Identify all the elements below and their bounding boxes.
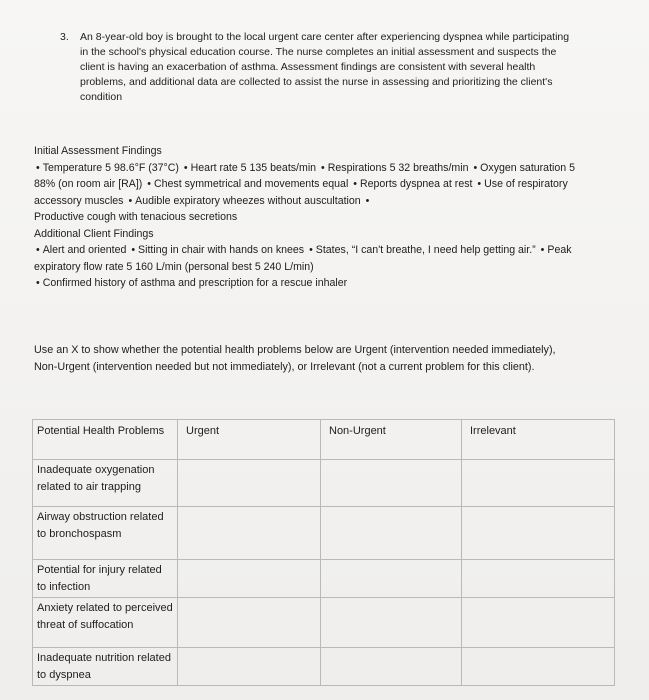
finding-item: Confirmed history of asthma and prescription for a rescue inhaler <box>42 277 348 289</box>
question-number: 3. <box>60 31 69 43</box>
table-row <box>33 648 615 686</box>
problem-label: Potential for injury related to infection <box>33 560 178 598</box>
table-header-row <box>33 420 615 460</box>
header-non-urgent: Non-Urgent <box>321 420 462 460</box>
additional-findings-list-2: • Confirmed history of asthma and prescription for a rescue inhaler <box>36 277 348 289</box>
finding-item: Peak expiratory flow rate 5 160 L/min (personal best 5 240 L/min) <box>34 244 572 273</box>
finding-item: Oxygen saturation 5 88% (on room air [RA]) <box>34 161 575 190</box>
urgent-cell[interactable] <box>178 507 321 560</box>
finding-item: Sitting in chair with hands on knees <box>138 244 305 256</box>
irrelevant-cell[interactable] <box>462 460 615 507</box>
finding-item: Reports dyspnea at rest <box>359 178 473 190</box>
table-row <box>33 507 615 560</box>
initial-findings-list: • Temperature 5 98.6°F (37°C) • Heart rate 5 135 beats/min • Respirations 5 32 breaths/min • Oxygen saturation 5 88% (on room air [RA]) • Chest symmetrical and movements equal • Reports dyspnea at rest • Use of respiratory accessory muscles • Audible expiratory wheezes without auscultation • Productive cough with tenacious secretions <box>34 161 575 223</box>
non-urgent-cell[interactable] <box>321 648 462 686</box>
non-urgent-cell[interactable] <box>321 507 462 560</box>
finding-item: Temperature 5 98.6°F (37°C) <box>42 161 179 174</box>
problem-label: Inadequate nutrition related to dyspnea <box>33 648 178 686</box>
table-row <box>33 598 615 648</box>
problem-label: Anxiety related to perceived threat of suffocation <box>33 598 178 648</box>
finding-item: Alert and oriented <box>42 244 127 256</box>
findings-block <box>34 143 579 292</box>
non-urgent-cell[interactable] <box>321 598 462 648</box>
instructions: Use an X to show whether the potential health problems below are Urgent (intervention needed immediately), Non-Urgent (intervention needed but not immediately), or Irrelevant (not a current problem for this client). <box>34 344 556 373</box>
additional-findings-list: • Alert and oriented • Sitting in chair with hands on knees • States, “I can't breathe, I need help getting air.” • Peak expiratory flow rate 5 160 L/min (personal best 5 240 L/min) <box>34 244 572 273</box>
finding-item: States, “I can't breathe, I need help getting air.” <box>315 244 536 256</box>
question-stem: An 8-year-old boy is brought to the local urgent care center after experiencing dyspnea while participating in the school's physical education course. The nurse completes an initial assessment and suspects the client is having an exacerbation of asthma. Assessment findings are consistent with several health problems, and additional data are collected to assist the nurse in assessing and prioritizing the client's condition <box>80 31 570 103</box>
header-irrelevant: Irrelevant <box>462 420 615 460</box>
problem-label: Inadequate oxygenation related to air trapping <box>33 460 178 507</box>
irrelevant-cell[interactable] <box>462 598 615 648</box>
finding-item: Productive cough with tenacious secretions <box>34 211 238 223</box>
table-row <box>33 460 615 507</box>
finding-item: Audible expiratory wheezes without auscultation <box>135 194 361 207</box>
finding-item: Use of respiratory accessory muscles <box>34 178 568 207</box>
urgent-cell[interactable] <box>178 648 321 686</box>
urgent-cell[interactable] <box>178 460 321 507</box>
header-urgent: Urgent <box>178 420 321 460</box>
finding-item: Heart rate 5 135 beats/min <box>190 161 317 174</box>
problem-label: Airway obstruction related to bronchospasm <box>33 507 178 560</box>
header-potential-health-problems: Potential Health Problems <box>33 420 178 460</box>
irrelevant-cell[interactable] <box>462 560 615 598</box>
additional-findings-heading: Additional Client Findings <box>34 227 154 240</box>
table-row <box>33 560 615 598</box>
finding-item: Respirations 5 32 breaths/min <box>327 161 469 174</box>
initial-findings-heading: Initial Assessment Findings <box>34 145 162 157</box>
irrelevant-cell[interactable] <box>462 648 615 686</box>
non-urgent-cell[interactable] <box>321 460 462 507</box>
irrelevant-cell[interactable] <box>462 507 615 560</box>
classification-table <box>32 419 615 686</box>
non-urgent-cell[interactable] <box>321 560 462 598</box>
finding-item: Chest symmetrical and movements equal <box>154 178 349 190</box>
urgent-cell[interactable] <box>178 560 321 598</box>
urgent-cell[interactable] <box>178 598 321 648</box>
